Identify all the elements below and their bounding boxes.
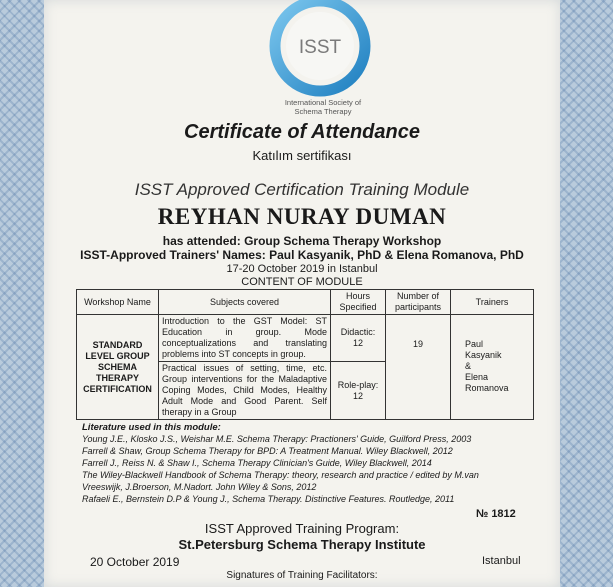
literature-item: Vreeswijk, J.Broerson, M.Nadort. John Wiley & Sons, 2012: [82, 482, 317, 492]
hours-roleplay: Role-play: 12: [331, 362, 386, 420]
table-row: [77, 315, 534, 362]
event-dates: 17-20 October 2019 in Istanbul: [226, 263, 378, 275]
header-participants: Number of participants: [386, 290, 451, 315]
trainers-line: ISST-Approved Trainers' Names: Paul Kasyanik, PhD & Elena Romanova, PhD: [80, 248, 524, 262]
subjects-part-2: Practical issues of setting, time, etc. Group interventions for the Maladaptive Coping Modes, Child Modes, Healthy Adult Mode and Good Parent. Self therapy in a Group: [159, 362, 331, 420]
header-hours: Hours Specified: [331, 290, 386, 315]
module-title: ISST Approved Certification Training Module: [134, 180, 470, 199]
literature-item: Farrell & Shaw, Group Schema Therapy for BPD: A Treatment Manual. Wiley Blackwell, 2012: [82, 446, 453, 456]
logo-acronym: ISST: [298, 37, 342, 58]
certificate-title: Certificate of Attendance: [184, 121, 420, 143]
literature-item: Farrell J., Reiss N. & Shaw I., Schema Therapy Clinician's Guide, Wiley Blackwell, 2014: [82, 458, 432, 468]
issue-date: 20 October 2019: [90, 555, 180, 569]
literature-item: The Wiley-Blackwell Handbook of Schema Therapy: theory, research and practice / edited by M.van: [82, 470, 479, 480]
content-title: CONTENT OF MODULE: [241, 276, 363, 288]
logo-org-name: International Society of Schema Therapy: [284, 98, 362, 116]
recipient-name: REYHAN NURAY DUMAN: [157, 204, 447, 229]
attended-line: has attended: Group Schema Therapy Workshop: [162, 234, 442, 248]
literature-item: Rafaeli E., Bernstein D.P & Young J., Schema Therapy. Distinctive Features. Routledge, 2011: [82, 494, 455, 504]
header-trainers: Trainers: [451, 290, 534, 315]
issue-city: Istanbul: [482, 555, 521, 567]
program-line: ISST Approved Training Program:: [204, 521, 400, 536]
table-header-row: [77, 290, 534, 315]
subjects-part-1: Introduction to the GST Model: ST Education in group. Mode conceptualizations and translating problems into ST concepts in group.: [159, 315, 331, 362]
workshop-name: STANDARD LEVEL GROUP SCHEMA THERAPY CERTIFICATION: [77, 315, 159, 420]
certificate-subtitle: Katılım sertifikası: [252, 148, 352, 163]
literature-item: Young J.E., Klosko J.S., Weishar M.E. Schema Therapy: Practioners' Guide, Guilford Press, 2003: [82, 434, 472, 444]
module-table: [76, 289, 534, 420]
header-workshop: Workshop Name: [77, 290, 159, 315]
header-subjects: Subjects covered: [159, 290, 331, 315]
hours-didactic: Didactic: 12: [331, 315, 386, 362]
certificate-number: № 1812: [476, 508, 516, 520]
trainer-names: Paul Kasyanik & Elena Romanova: [451, 315, 534, 420]
institute-name: St.Petersburg Schema Therapy Institute: [178, 537, 426, 552]
participants-count: 19: [386, 315, 451, 420]
signatures-label: Signatures of Training Facilitators:: [226, 570, 378, 581]
literature-heading: Literature used in this module:: [82, 422, 221, 433]
